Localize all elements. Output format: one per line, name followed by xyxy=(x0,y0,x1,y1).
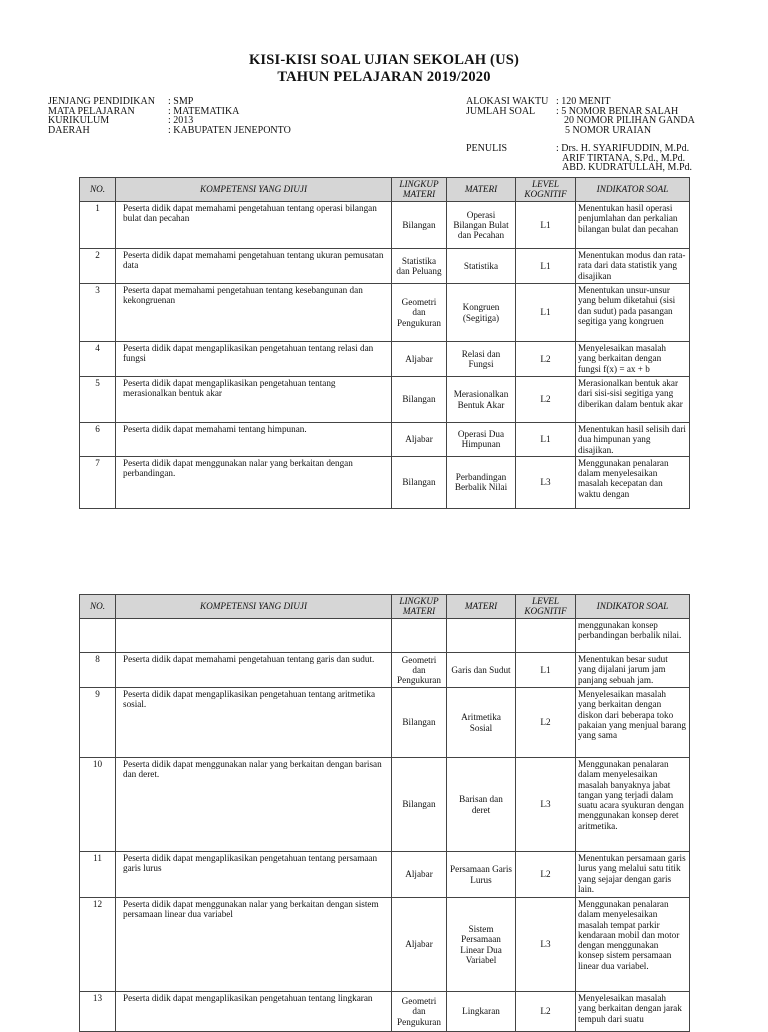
cell-kompetensi: Peserta didik dapat memahami pengetahuan tentang ukuran pemusatan data xyxy=(116,249,392,284)
cell-level: L2 xyxy=(516,342,576,377)
cell-kompetensi: Peserta didik dapat mengaplikasikan pengetahuan tentang aritmetika sosial. xyxy=(116,688,392,758)
table-row xyxy=(80,898,690,992)
jumlah-label: JUMLAH SOAL xyxy=(466,105,536,117)
cell-materi: Perbandingan Berbalik Nilai xyxy=(447,456,516,508)
table-row xyxy=(80,202,690,249)
cell-level: L1 xyxy=(516,423,576,457)
penulis-value-1: : Drs. H. SYARIFUDDIN, M.Pd. xyxy=(556,143,690,154)
cell-kompetensi: Peserta didik dapat memahami tentang himpunan. xyxy=(116,423,392,457)
header-level: LEVEL KOGNITIF xyxy=(516,595,576,619)
cell-lingkup: Aljabar xyxy=(392,342,447,377)
cell-kompetensi: Peserta didik dapat mengaplikasikan pengetahuan tentang lingkaran xyxy=(116,992,392,1032)
table-row xyxy=(80,852,690,898)
kisi-kisi-table-page2 xyxy=(79,594,690,1032)
table-row xyxy=(80,423,690,457)
header-kompetensi: KOMPETENSI YANG DIUJI xyxy=(116,178,392,202)
table-row xyxy=(80,249,690,284)
table-row xyxy=(80,456,690,508)
cell-materi: Operasi Bilangan Bulat dan Pecahan xyxy=(447,202,516,249)
cell-kompetensi: Peserta didik dapat menggunakan nalar yang berkaitan dengan perbandingan. xyxy=(116,456,392,508)
cell-level: L2 xyxy=(516,852,576,898)
cell-indikator: menggunakan konsep perbandingan berbalik nilai. xyxy=(576,619,690,653)
cell-level: L2 xyxy=(516,992,576,1032)
cell-indikator: Menentukan unsur-unsur yang belum diketahui (sisi dan sudut) pada pasangan segitiga yang kongruen xyxy=(576,284,690,342)
cell-lingkup: Aljabar xyxy=(392,423,447,457)
table-row xyxy=(80,992,690,1032)
cell-indikator: Menentukan hasil operasi penjumlahan dan perkalian bilangan bulat dan pecahan xyxy=(576,202,690,249)
table-row xyxy=(80,758,690,852)
right-info-block xyxy=(466,97,695,173)
cell-indikator: Menggunakan penalaran dalam menyelesaikan masalah tempat parkir kendaraan mobil dan motor dengan menggunakan konsep sistem persamaan linear dua variabel. xyxy=(576,898,690,992)
header-level: LEVEL KOGNITIF xyxy=(516,178,576,202)
cell-indikator: Menyelesaikan masalah yang berkaitan dengan jarak tempuh dari suatu xyxy=(576,992,690,1032)
cell-no: 5 xyxy=(80,377,116,423)
info-daerah xyxy=(48,126,291,136)
info-value: : SMP xyxy=(168,96,194,107)
header-lingkup: LINGKUP MATERI xyxy=(392,595,447,619)
cell-no: 7 xyxy=(80,456,116,508)
alokasi-label: ALOKASI WAKTU xyxy=(466,96,549,107)
penulis-label: PENULIS xyxy=(466,143,508,154)
cell-no: 3 xyxy=(80,284,116,342)
cell-no: 8 xyxy=(80,653,116,688)
cell-lingkup: Geometri dan Pengukuran xyxy=(392,284,447,342)
cell-materi xyxy=(447,619,516,653)
table-row xyxy=(80,284,690,342)
info-label: KURIKULUM xyxy=(48,115,110,126)
cell-level: L1 xyxy=(516,284,576,342)
cell-no: 11 xyxy=(80,852,116,898)
cell-indikator: Menggunakan penalaran dalam menyelesaikan masalah kecepatan dan waktu dengan xyxy=(576,456,690,508)
cell-indikator: Menyelesaikan masalah yang berkaitan dengan fungsi f(x) = ax + b xyxy=(576,342,690,377)
table-row xyxy=(80,688,690,758)
cell-no: 10 xyxy=(80,758,116,852)
cell-kompetensi: Peserta didik dapat menggunakan nalar yang berkaitan dengan barisan dan deret. xyxy=(116,758,392,852)
header-lingkup: LINGKUP MATERI xyxy=(392,178,447,202)
cell-lingkup: Aljabar xyxy=(392,898,447,992)
cell-materi: Aritmetika Sosial xyxy=(447,688,516,758)
jumlah-value-1: : 5 NOMOR BENAR SALAH xyxy=(556,105,679,117)
info-value: : KABUPATEN JENEPONTO xyxy=(168,124,291,136)
cell-materi: Garis dan Sudut xyxy=(447,653,516,688)
header-materi: MATERI xyxy=(447,595,516,619)
cell-indikator: Merasionalkan bentuk akar dari sisi-sisi segitiga yang diberikan dalam bentuk akar xyxy=(576,377,690,423)
info-value: : 2013 xyxy=(168,115,194,126)
cell-kompetensi: Peserta didik dapat memahami pengetahuan tentang operasi bilangan bulat dan pecahan xyxy=(116,202,392,249)
cell-lingkup: Statistika dan Peluang xyxy=(392,249,447,284)
cell-lingkup: Geometri dan Pengukuran xyxy=(392,992,447,1032)
cell-level: L3 xyxy=(516,456,576,508)
cell-materi: Sistem Persamaan Linear Dua Variabel xyxy=(447,898,516,992)
table-header-row xyxy=(80,178,690,202)
cell-kompetensi: Peserta didik dapat menggunakan nalar yang berkaitan dengan sistem persamaan linear dua variabel xyxy=(116,898,392,992)
cell-kompetensi: Peserta didik dapat mengaplikasikan pengetahuan tentang relasi dan fungsi xyxy=(116,342,392,377)
table-row xyxy=(80,377,690,423)
table-header-row xyxy=(80,595,690,619)
cell-materi: Lingkaran xyxy=(447,992,516,1032)
cell-kompetensi: Peserta didik dapat mengaplikasikan pengetahuan tentang persamaan garis lurus xyxy=(116,852,392,898)
cell-no: 2 xyxy=(80,249,116,284)
cell-no: 1 xyxy=(80,202,116,249)
cell-materi: Operasi Dua Himpunan xyxy=(447,423,516,457)
cell-no: 13 xyxy=(80,992,116,1032)
cell-no: 12 xyxy=(80,898,116,992)
info-value: : MATEMATIKA xyxy=(168,105,240,117)
jumlah-value-2: 20 NOMOR PILIHAN GANDA xyxy=(564,115,695,126)
cell-level: L2 xyxy=(516,688,576,758)
cell-indikator: Menentukan besar sudut yang dijalani jarum jam panjang sebuah jam. xyxy=(576,653,690,688)
cell-kompetensi: Peserta dapat memahami pengetahuan tentang kesebangunan dan kekongruenan xyxy=(116,284,392,342)
cell-level: L1 xyxy=(516,653,576,688)
document-title-line1: KISI-KISI SOAL UJIAN SEKOLAH (US) xyxy=(248,52,520,68)
header-indikator: INDIKATOR SOAL xyxy=(576,595,690,619)
cell-kompetensi: Peserta didik dapat memahami pengetahuan tentang garis dan sudut. xyxy=(116,653,392,688)
cell-materi: Persamaan Garis Lurus xyxy=(447,852,516,898)
cell-indikator: Menentukan persamaan garis lurus yang melalui satu titik yang sejajar dengan garis lain. xyxy=(576,852,690,898)
penulis-value-3: ABD. KUDRATULLAH, M.Pd. xyxy=(562,162,693,173)
left-info-block xyxy=(48,97,291,135)
header-no: NO. xyxy=(80,595,116,619)
cell-no: 4 xyxy=(80,342,116,377)
cell-lingkup: Aljabar xyxy=(392,852,447,898)
cell-level: L2 xyxy=(516,377,576,423)
header-materi: MATERI xyxy=(447,178,516,202)
cell-level: L1 xyxy=(516,202,576,249)
penulis-value-2: ARIF TIRTANA, S.Pd., M.Pd. xyxy=(562,152,686,164)
cell-lingkup: Geometri dan Pengukuran xyxy=(392,653,447,688)
cell-level xyxy=(516,619,576,653)
cell-lingkup: Bilangan xyxy=(392,688,447,758)
info-label: MATA PELAJARAN xyxy=(48,105,135,117)
cell-lingkup: Bilangan xyxy=(392,202,447,249)
cell-no: 9 xyxy=(80,688,116,758)
cell-materi: Relasi dan Fungsi xyxy=(447,342,516,377)
header-indikator: INDIKATOR SOAL xyxy=(576,178,690,202)
cell-materi: Merasionalkan Bentuk Akar xyxy=(447,377,516,423)
table-row xyxy=(80,653,690,688)
cell-level: L3 xyxy=(516,758,576,852)
document-title-line2: TAHUN PELAJARAN 2019/2020 xyxy=(277,69,491,85)
cell-kompetensi: Peserta didik dapat mengaplikasikan pengetahuan tentang merasionalkan bentuk akar xyxy=(116,377,392,423)
cell-indikator: Menentukan hasil selisih dari dua himpunan yang disajikan. xyxy=(576,423,690,457)
info-label: DAERAH xyxy=(48,124,90,136)
cell-level: L1 xyxy=(516,249,576,284)
cell-materi: Barisan dan deret xyxy=(447,758,516,852)
header-no: NO. xyxy=(80,178,116,202)
cell-indikator: Menyelesaikan masalah yang berkaitan dengan diskon dari beberapa toko pakaian yang menjual barang yang sama xyxy=(576,688,690,758)
cell-kompetensi xyxy=(116,619,392,653)
alokasi-value: : 120 MENIT xyxy=(556,96,611,107)
info-label: JENJANG PENDIDIKAN xyxy=(48,96,155,107)
cell-no: 6 xyxy=(80,423,116,457)
kisi-kisi-table-page1 xyxy=(79,177,690,509)
cell-lingkup xyxy=(392,619,447,653)
cell-materi: Kongruen (Segitiga) xyxy=(447,284,516,342)
table-row xyxy=(80,342,690,377)
cell-lingkup: Bilangan xyxy=(392,377,447,423)
header-kompetensi: KOMPETENSI YANG DIUJI xyxy=(116,595,392,619)
cell-level: L3 xyxy=(516,898,576,992)
cell-indikator: Menggunakan penalaran dalam menyelesaikan masalah banyaknya jabat tangan yang terjadi dalam suatu acara syukuran dengan menggunakan konsep deret aritmetika. xyxy=(576,758,690,852)
cell-lingkup: Bilangan xyxy=(392,758,447,852)
cell-no xyxy=(80,619,116,653)
jumlah-value-3: 5 NOMOR URAIAN xyxy=(565,124,652,136)
cell-materi: Statistika xyxy=(447,249,516,284)
cell-lingkup: Bilangan xyxy=(392,456,447,508)
table-row xyxy=(80,619,690,653)
cell-indikator: Menentukan modus dan rata-rata dari data statistik yang disajikan xyxy=(576,249,690,284)
